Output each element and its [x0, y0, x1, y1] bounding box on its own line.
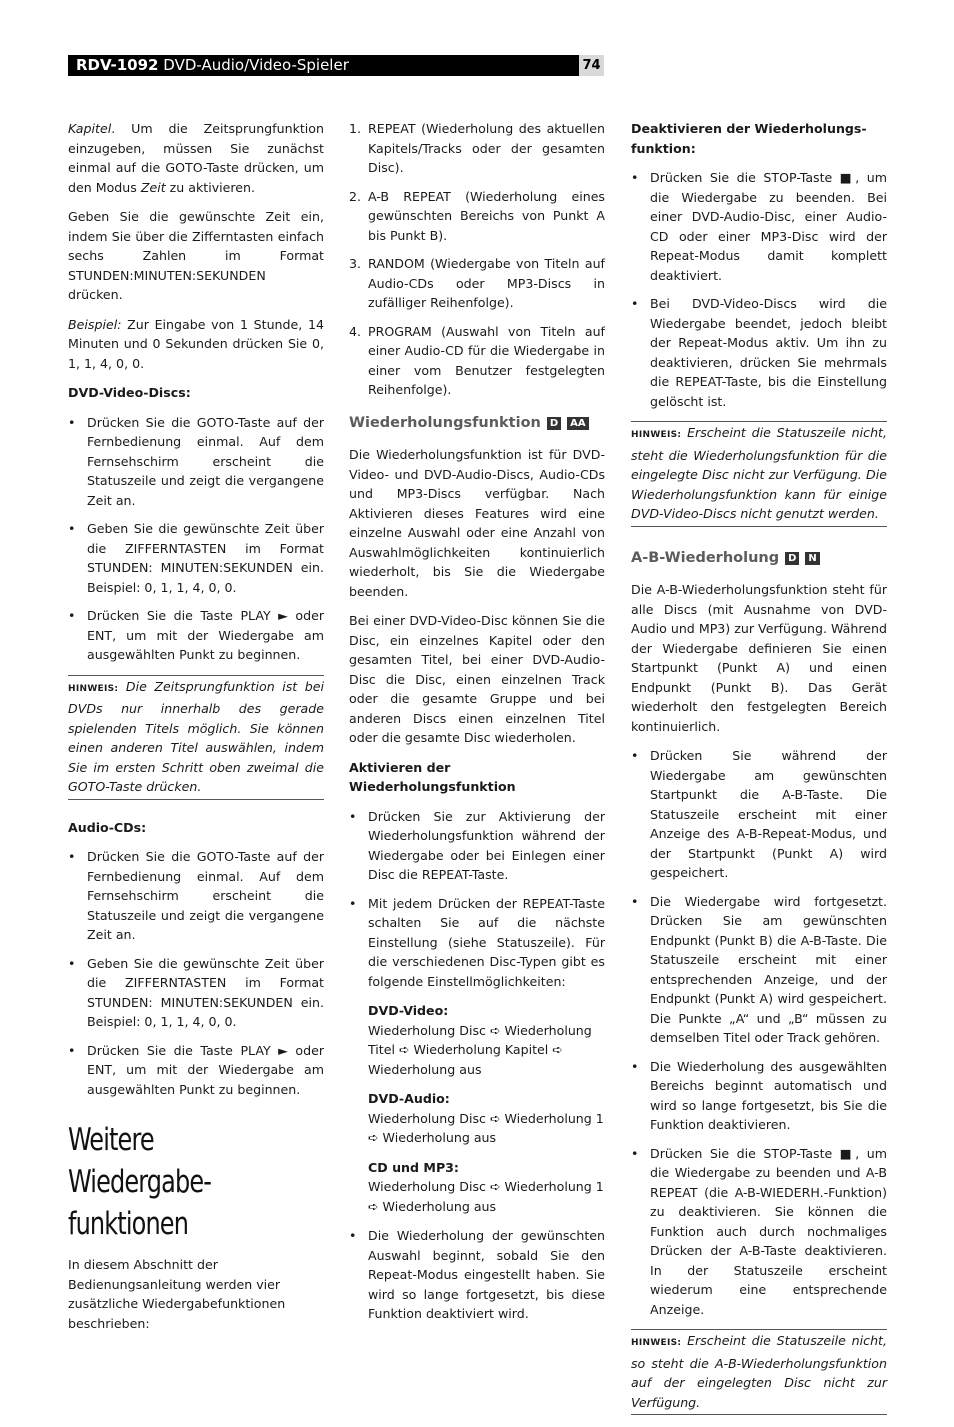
note-text: Erscheint die Statuszeile nicht, steht die Wiederholungsfunktion für die eingelegte Disc nicht zur Verfügung. Die Wiederholungsfunktion kann für einige DVD-Video-Discs nicht genutzt werden.	[631, 425, 887, 521]
list-item	[349, 322, 605, 400]
repeat-end-list	[349, 1226, 605, 1324]
heading-line: Aktivieren der	[349, 759, 451, 775]
list-item	[631, 1057, 887, 1135]
list-item	[349, 1226, 605, 1324]
paragraph: Geben Sie die gewünschte Zeit ein, indem Sie über die Zifferntasten einfach sechs Zahlen im Format STUNDEN:MINUTEN:SEKUNDEN drücken.	[68, 209, 324, 302]
list-item-text: Drücken Sie zur Aktivierung der Wiederholungsfunktion während der Wiedergabe oder bei Einlegen einer Disc die REPEAT-Taste.	[368, 808, 605, 882]
mode-heading: CD und MP3:	[368, 1159, 459, 1175]
model-name: RDV-1092	[76, 56, 159, 74]
column-middle	[349, 119, 605, 1334]
list-item	[349, 119, 605, 178]
page-header	[68, 55, 579, 76]
disc-type-badge: N	[805, 552, 819, 565]
list-item-text: Drücken Sie die STOP-Taste ■, um die Wiedergabe zu beenden. Bei einer DVD-Audio-Disc, einer Audio-CD oder einer MP3-Disc wird der Repeat-Modus damit komplett deaktiviert.	[650, 170, 887, 283]
list-number: 2.	[349, 188, 362, 204]
note-text: Erscheint die Statuszeile nicht, so steht die A-B-Wiederholungsfunktion auf der eingelegten Disc nicht zur Verfügung.	[631, 1333, 887, 1410]
repeat-section-heading	[349, 414, 605, 434]
list-item-text: Drücken Sie die Taste PLAY ► oder ENT, um mit der Wiedergabe am ausgewählten Punkt zu beginnen.	[87, 608, 324, 662]
cd-mp3-modes	[349, 1158, 605, 1217]
text: Zur Eingabe von 1 Stunde, 14 Minuten und 0 Sekunden drücken Sie 0, 1, 1, 4, 0, 0.	[68, 316, 324, 371]
paragraph	[68, 119, 324, 197]
section-title	[68, 1119, 288, 1245]
dvd-video-list	[68, 413, 324, 665]
list-item	[631, 746, 887, 883]
mode-heading: DVD-Video:	[368, 1003, 449, 1018]
page-number: 74	[579, 55, 604, 76]
list-item-text: Drücken Sie während der Wiedergabe am gewünschten Startpunkt die A-B-Taste. Die Statuszeile erscheint mit einer Anzeige des A-B-Repeat-Modus, und der Startpunkt (Punkt A) wird gespeichert.	[650, 748, 887, 880]
bullet-icon: •	[349, 1228, 357, 1243]
audio-cd-list	[68, 847, 324, 1099]
disc-type-badge: AA	[567, 417, 588, 430]
section-heading-text: Wiederholungsfunktion	[349, 414, 541, 431]
note-label: HINWEIS:	[631, 430, 682, 440]
activate-list	[349, 807, 605, 992]
disc-type-badge: D	[547, 417, 561, 430]
bullet-icon: •	[631, 893, 639, 909]
list-number: 4.	[349, 323, 362, 339]
list-item-text: Geben Sie die gewünschte Zeit über die ZIFFERNTASTEN im Format STUNDEN: MINUTEN:SEKUNDEN ein. Beispiel: 0, 1, 1, 4, 0, 0.	[87, 955, 324, 1029]
list-item	[68, 847, 324, 945]
heading-line: Deaktivieren der Wiederholungs-	[631, 121, 867, 136]
mode-text: Wiederholung Disc ➪ Wiederholung Titel ➪ Wiederholung Kapitel ➪ Wiederholung aus	[368, 1022, 592, 1077]
list-item-text: Geben Sie die gewünschte Zeit über die ZIFFERNTASTEN im Format STUNDEN: MINUTEN:SEKUNDEN ein. Beispiel: 0, 1, 1, 4, 0, 0.	[87, 521, 324, 595]
dvd-audio-modes	[349, 1089, 605, 1148]
disc-type-badge: D	[785, 552, 799, 565]
bullet-icon: •	[631, 748, 639, 763]
list-item	[349, 807, 605, 885]
ab-section-heading	[631, 549, 887, 569]
list-item-text: Drücken Sie die STOP-Taste ■, um die Wiedergabe zu beenden und A-B REPEAT (die A-B-WIEDERH.-Funktion) zu deaktivieren. Sie können die Funktion auch durch nochmaliges Drücken der A-B-Taste deaktivieren. In der Statuszeile erscheint wiederum eine entsprechende Anzeige.	[650, 1145, 887, 1317]
paragraph: Die Wiederholungsfunktion ist für DVD-Video- und DVD-Audio-Discs, Audio-CDs und MP3-Discs verfügbar. Nach Aktivieren dieses Features wird eine einzelne Auswahl oder eine Anzahl von Auswahlmöglichkeiten kontinuierlich wiederholt, bis Sie die Wiedergabe beenden.	[349, 447, 605, 599]
list-item	[631, 294, 887, 411]
list-item	[68, 519, 324, 597]
note-box	[68, 675, 324, 800]
note-box	[631, 421, 887, 527]
list-item	[631, 1144, 887, 1320]
list-item	[631, 892, 887, 1048]
emphasis: Beispiel:	[68, 316, 122, 332]
text: zu aktivieren.	[165, 179, 256, 195]
list-item-text: RANDOM (Wiedergabe von Titeln auf Audio-CDs oder MP3-Discs in zufälliger Reihenfolge).	[368, 256, 605, 310]
list-item-text: A-B REPEAT (Wiederholung eines gewünschten Bereichs von Punkt A bis Punkt B).	[368, 188, 605, 243]
list-item-text: Bei DVD-Video-Discs wird die Wiedergabe beendet, jedoch bleibt der Repeat-Modus aktiv. Um ihn zu deaktivieren, drücken Sie mehrmals die REPEAT-Taste, bis die Einstellung gelöscht ist.	[650, 296, 887, 409]
bullet-icon: •	[68, 521, 76, 536]
list-item	[68, 954, 324, 1032]
dvd-video-heading: DVD-Video-Discs:	[68, 385, 191, 400]
mode-text: Wiederholung Disc ➪ Wiederholung 1 ➪ Wiederholung aus	[368, 1110, 604, 1145]
deactivate-heading	[631, 119, 887, 158]
note-box	[631, 1329, 887, 1415]
heading-line: funktion:	[631, 140, 696, 156]
list-item	[349, 254, 605, 313]
section-title-line: Weitere Wiedergabe-	[68, 1122, 212, 1200]
list-item-text: Die Wiederholung des ausgewählten Bereichs beginnt automatisch und wird so lange fortgesetzt, bis Sie die Funktion deaktivieren.	[650, 1058, 887, 1132]
note-text: Die Zeitsprungfunktion ist bei DVDs nur innerhalb des gerade spielenden Titels möglich. Sie können einen anderen Titel auswählen, indem Sie im ersten Schritt oben zweimal die GOTO-Taste drücken.	[68, 678, 324, 794]
column-right	[631, 119, 887, 1427]
bullet-icon: •	[631, 170, 639, 185]
list-item-text: Mit jedem Drücken der REPEAT-Taste schalten Sie auf die nächste Einstellung (siehe Statuszeile). Für die verschiedenen Disc-Typen gibt es folgende Einstellmöglichkeiten:	[368, 895, 605, 989]
heading-line: Wiederholungsfunktion	[349, 779, 516, 794]
mode-text: Wiederholung Disc ➪ Wiederholung 1 ➪ Wiederholung aus	[368, 1179, 604, 1214]
bullet-icon: •	[349, 895, 357, 911]
bullet-icon: •	[631, 296, 639, 311]
paragraph: Die A-B-Wiederholungsfunktion steht für alle Discs (mit Ausnahme von DVD-Audio und MP3) zur Verfügung. Während der Wiedergabe definieren Sie einen Startpunkt (Punkt A) und einen Endpunkt (Punkt B). Das Gerät wiederholt den festgelegten Bereich kontinuierlich.	[631, 582, 887, 734]
section-title-line: funktionen	[68, 1206, 189, 1242]
feature-list	[349, 119, 605, 400]
list-item-text: Drücken Sie die GOTO-Taste auf der Fernbedienung einmal. Auf dem Fernsehschirm erscheint die Statuszeile und zeigt die vergangene Zeit an.	[87, 849, 324, 942]
header-title: DVD-Audio/Video-Spieler	[163, 56, 349, 74]
bullet-icon: •	[68, 414, 76, 430]
list-item	[349, 187, 605, 246]
bullet-icon: •	[68, 955, 76, 971]
bullet-icon: •	[631, 1058, 639, 1074]
list-item	[68, 606, 324, 665]
paragraph	[68, 315, 324, 374]
paragraph: Bei einer DVD-Video-Disc können Sie die Disc, ein einzelnes Kapitel oder den gesamten Titel, bei einer DVD-Audio-Disc die Disc, einen einzelnen Track oder die gesamte Gruppe und bei anderen Discs einen einzelnen Titel oder die gesamte Disc wiederholen.	[349, 613, 605, 745]
list-item-text: PROGRAM (Auswahl von Titeln auf einer Audio-CD für die Wiedergabe in einer vom Benutzer festgelegten Reihenfolge).	[368, 323, 605, 397]
audio-cd-heading: Audio-CDs:	[68, 819, 147, 835]
emphasis: Kapitel	[68, 121, 112, 136]
list-item-text: Die Wiederholung der gewünschten Auswahl beginnt, sobald Sie den Repeat-Modus eingestellt haben. Sie wird so lange fortgesetzt, bis diese Funktion deaktiviert wird.	[368, 1228, 605, 1321]
list-item-text: Drücken Sie die Taste PLAY ► oder ENT, um mit der Wiedergabe am ausgewählten Punkt zu beginnen.	[87, 1042, 324, 1097]
activate-heading	[349, 758, 605, 797]
list-item	[68, 413, 324, 511]
ab-list	[631, 746, 887, 1319]
bullet-icon: •	[631, 1145, 639, 1161]
bullet-icon: •	[349, 808, 357, 824]
dvd-video-modes	[349, 1001, 605, 1079]
list-number: 1.	[349, 121, 362, 136]
bullet-icon: •	[68, 608, 76, 623]
note-label: HINWEIS:	[68, 683, 119, 694]
note-label: HINWEIS:	[631, 1338, 682, 1348]
bullet-icon: •	[68, 849, 76, 864]
emphasis: Zeit	[140, 179, 166, 195]
text: . Um die Zeitsprungfunktion einzugeben, müssen Sie zunächst einmal auf die GOTO-Taste drücken, um den Modus	[68, 121, 324, 195]
column-left	[68, 119, 324, 1343]
list-item-text: REPEAT (Wiederholung des aktuellen Kapitels/Tracks oder der gesamten Disc).	[368, 121, 605, 175]
list-item-text: Drücken Sie die GOTO-Taste auf der Fernbedienung einmal. Auf dem Fernsehschirm erscheint die Statuszeile und zeigt die vergangene Zeit an.	[87, 414, 324, 508]
list-item	[349, 894, 605, 992]
list-item	[631, 168, 887, 285]
intro-paragraph: In diesem Abschnitt der Bedienungsanleitung werden vier zusätzliche Wiedergabefunktionen beschrieben:	[68, 1257, 286, 1331]
list-item-text: Die Wiedergabe wird fortgesetzt. Drücken Sie am gewünschten Endpunkt (Punkt B) die A-B-Taste. Die Statuszeile erscheint mit einer entsprechenden Anzeige, und der Endpunkt (Punkt A) wird gespeichert. Die Punkte „A“ und „B“ müssen zu demselben Titel oder Track gehören.	[650, 893, 887, 1045]
list-number: 3.	[349, 256, 362, 271]
section-heading-text: A-B-Wiederholung	[631, 549, 780, 566]
mode-heading: DVD-Audio:	[368, 1091, 450, 1106]
bullet-icon: •	[68, 1042, 76, 1058]
list-item	[68, 1041, 324, 1100]
deactivate-list	[631, 168, 887, 411]
